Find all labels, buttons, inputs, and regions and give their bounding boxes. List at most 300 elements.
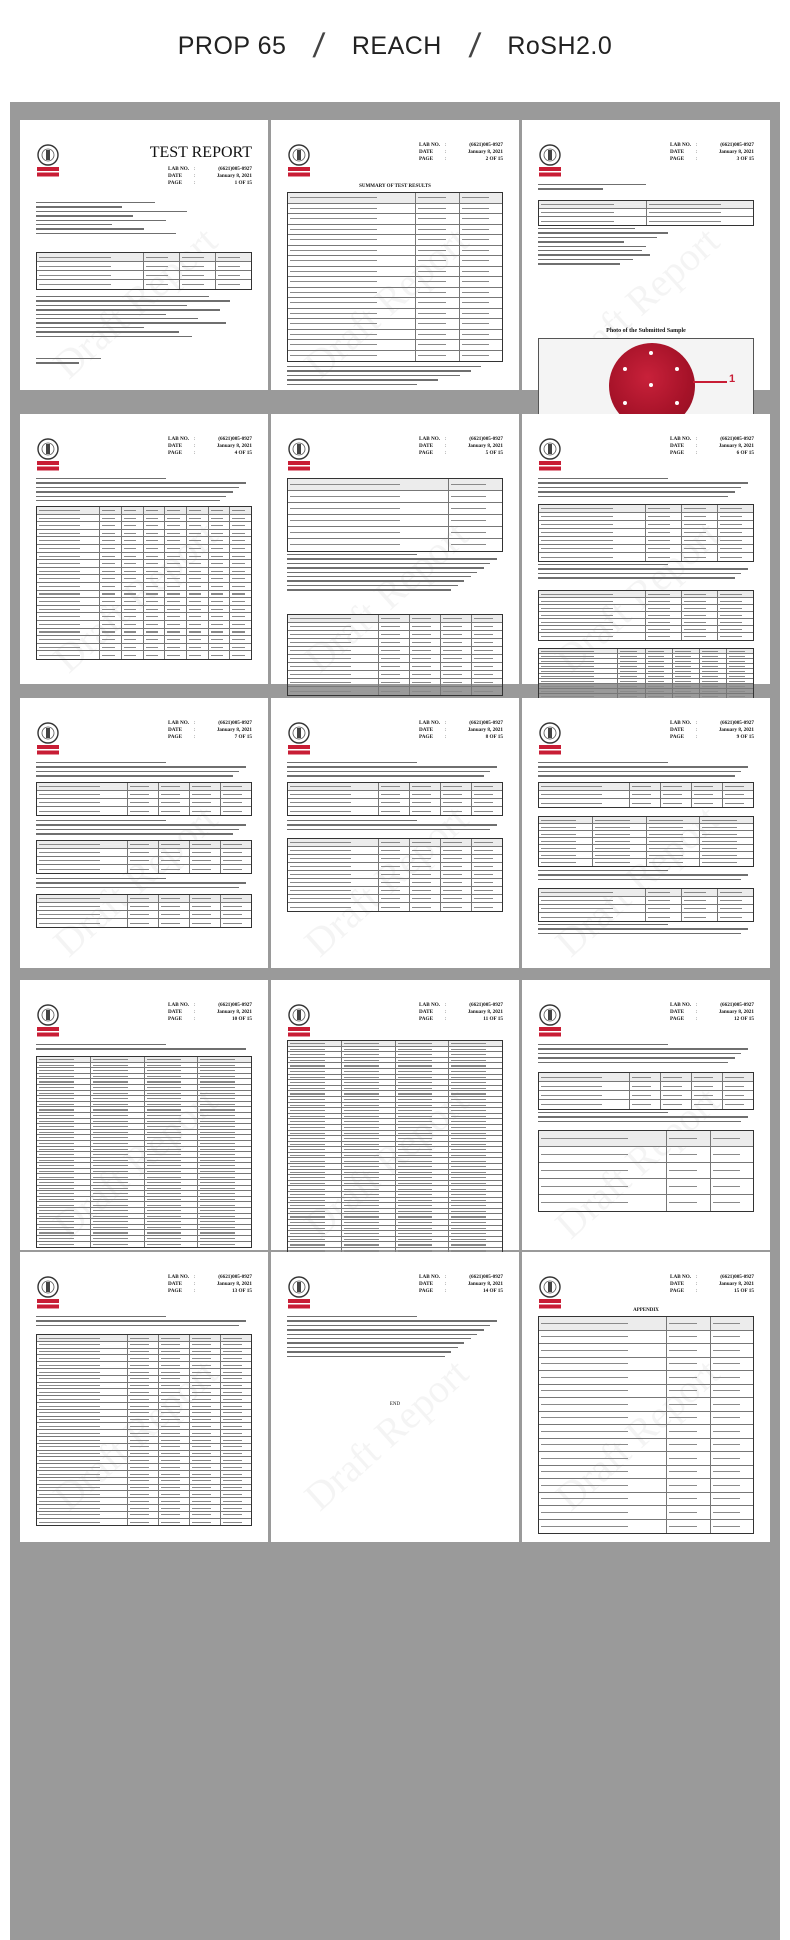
table-row xyxy=(539,513,753,521)
page-label: PAGE xyxy=(670,450,685,456)
table-cell xyxy=(718,897,753,904)
table-cell xyxy=(288,1214,342,1219)
table-cell xyxy=(718,605,753,611)
header-row-date xyxy=(670,1281,754,1288)
table-cell xyxy=(288,503,449,514)
table-cell xyxy=(379,615,410,622)
table-cell xyxy=(646,633,682,640)
table-cell xyxy=(37,1219,91,1224)
table-cell xyxy=(221,1349,251,1355)
table-row xyxy=(288,527,502,539)
table-cell xyxy=(396,1181,450,1186)
table-row xyxy=(539,1398,753,1412)
table-cell xyxy=(472,895,502,902)
table-cell xyxy=(379,687,410,695)
lab-no-value: (6621)005-0927 xyxy=(218,1274,252,1280)
table-cell xyxy=(449,1209,502,1214)
table-cell xyxy=(711,1344,753,1357)
table-cell xyxy=(441,671,472,678)
table-cell xyxy=(198,1225,251,1230)
table-row xyxy=(37,903,251,911)
header-row-date xyxy=(670,149,754,156)
table-cell xyxy=(667,1179,710,1194)
table-cell xyxy=(159,1498,190,1504)
table-cell xyxy=(37,560,100,567)
table-cell xyxy=(190,1417,221,1423)
table-cell xyxy=(198,1152,251,1157)
table-cell xyxy=(416,288,459,298)
table-cell xyxy=(441,663,472,670)
table-cell xyxy=(221,1444,251,1450)
table-cell xyxy=(37,1197,91,1202)
table-cell xyxy=(449,491,502,502)
date-label: DATE xyxy=(670,727,685,733)
table-row xyxy=(37,553,251,561)
table-cell xyxy=(128,1478,159,1484)
table-cell xyxy=(198,1096,251,1101)
table-cell xyxy=(37,1124,91,1129)
table-cell xyxy=(190,865,221,873)
table-cell xyxy=(288,783,379,790)
table-row xyxy=(37,262,251,271)
report-page-9 xyxy=(522,698,770,968)
table-row xyxy=(288,256,502,267)
table-row xyxy=(37,857,251,865)
table-cell xyxy=(342,1175,396,1180)
table-cell xyxy=(379,639,410,646)
table-cell xyxy=(441,847,472,854)
table-cell xyxy=(288,527,449,538)
table-cell xyxy=(396,1114,450,1119)
table-cell xyxy=(618,654,645,658)
colon: : xyxy=(445,1288,447,1294)
table-cell xyxy=(441,679,472,686)
colon: : xyxy=(445,436,447,442)
table-cell xyxy=(145,1242,199,1248)
table-cell xyxy=(342,1080,396,1085)
table-cell xyxy=(190,1383,221,1389)
table-cell xyxy=(342,1097,396,1102)
table-cell xyxy=(37,636,100,643)
table-cell xyxy=(122,522,144,529)
table-cell xyxy=(122,644,144,651)
date-value: January 8, 2021 xyxy=(467,443,503,449)
table-cell xyxy=(342,1075,396,1080)
results-table xyxy=(538,1316,754,1534)
table-cell xyxy=(646,513,682,520)
colon: : xyxy=(696,1009,698,1015)
report-header-fields xyxy=(670,1274,754,1295)
table-cell xyxy=(165,598,187,605)
table-cell xyxy=(209,644,231,651)
table-cell xyxy=(288,1047,342,1052)
table-row xyxy=(539,619,753,626)
table-cell xyxy=(682,598,718,604)
report-header-fields xyxy=(168,166,252,187)
table-cell xyxy=(165,591,187,598)
table-cell xyxy=(718,545,753,552)
table-header-row xyxy=(539,1317,753,1331)
table-cell xyxy=(667,1331,710,1344)
date-label: DATE xyxy=(670,1009,685,1015)
table-cell xyxy=(122,537,144,544)
table-cell xyxy=(159,1471,190,1477)
table-cell xyxy=(145,1202,199,1207)
table-cell xyxy=(342,1114,396,1119)
table-row xyxy=(539,838,753,845)
table-cell xyxy=(539,553,646,561)
lab-no-label: LAB NO. xyxy=(168,1274,190,1280)
table-cell xyxy=(159,799,190,806)
table-cell xyxy=(472,671,502,678)
table-cell xyxy=(410,615,441,622)
report-page-15 xyxy=(522,1252,770,1542)
table-cell xyxy=(144,530,166,537)
lab-no-value: (6621)005-0927 xyxy=(720,142,754,148)
table-cell xyxy=(100,553,122,560)
table-cell xyxy=(221,1335,251,1341)
results-table xyxy=(538,200,754,226)
colon: : xyxy=(194,173,196,179)
table-cell xyxy=(190,1349,221,1355)
results-table xyxy=(287,1040,503,1255)
table-row xyxy=(539,1163,753,1179)
table-cell xyxy=(190,1471,221,1477)
table-cell xyxy=(37,1091,91,1096)
table-cell xyxy=(718,591,753,597)
table-cell xyxy=(667,1163,710,1178)
table-cell xyxy=(221,1410,251,1416)
page-value: 5 OF 15 xyxy=(485,450,503,456)
table-cell xyxy=(159,865,190,873)
table-cell xyxy=(539,817,593,823)
table-cell xyxy=(37,1079,91,1084)
table-cell xyxy=(647,209,754,216)
table-cell xyxy=(646,605,682,611)
table-cell xyxy=(410,639,441,646)
table-cell xyxy=(472,679,502,686)
table-cell xyxy=(539,1479,667,1492)
table-row xyxy=(288,515,502,527)
lab-no-value: (6621)005-0927 xyxy=(720,1274,754,1280)
table-cell xyxy=(159,1362,190,1368)
table-cell xyxy=(288,225,416,235)
table-cell xyxy=(460,193,502,203)
table-cell xyxy=(647,817,701,823)
table-cell xyxy=(145,1158,199,1163)
table-cell xyxy=(91,1119,145,1124)
table-cell xyxy=(128,1349,159,1355)
table-cell xyxy=(37,1191,91,1196)
table-cell xyxy=(416,246,459,256)
table-cell xyxy=(342,1209,396,1214)
report-header-fields xyxy=(168,1002,252,1023)
disc-hole xyxy=(649,383,653,387)
table-cell xyxy=(618,674,645,678)
table-cell xyxy=(646,679,673,683)
header-row-lab-no xyxy=(168,1002,252,1009)
date-label: DATE xyxy=(168,443,183,449)
table-cell xyxy=(449,1147,502,1152)
table-row xyxy=(539,1147,753,1163)
table-cell xyxy=(342,1108,396,1113)
bureau-veritas-logo-icon xyxy=(287,722,311,756)
body-text xyxy=(287,554,503,594)
table-cell xyxy=(221,1417,251,1423)
table-cell xyxy=(159,1376,190,1382)
body-text xyxy=(36,762,252,780)
table-row xyxy=(37,537,251,545)
appendix-title: APPENDIX xyxy=(633,1308,659,1313)
table-row xyxy=(37,1519,251,1526)
table-cell xyxy=(221,1471,251,1477)
table-cell xyxy=(727,684,753,688)
table-cell xyxy=(91,1107,145,1112)
table-cell xyxy=(128,1457,159,1463)
table-cell xyxy=(449,1058,502,1063)
table-cell xyxy=(91,1180,145,1185)
report-header-fields xyxy=(419,720,503,741)
table-cell xyxy=(190,903,221,910)
table-cell xyxy=(144,598,166,605)
table-cell xyxy=(539,1520,667,1534)
table-cell xyxy=(288,1097,342,1102)
table-header-row xyxy=(539,505,753,513)
table-cell xyxy=(646,598,682,604)
table-row xyxy=(37,1464,251,1471)
table-cell xyxy=(288,887,379,894)
table-cell xyxy=(37,629,100,636)
table-cell xyxy=(727,674,753,678)
table-row xyxy=(37,1430,251,1437)
table-cell xyxy=(711,1385,753,1398)
table-row xyxy=(288,225,502,236)
table-cell xyxy=(539,1163,667,1178)
table-cell xyxy=(646,649,673,653)
table-row xyxy=(37,1403,251,1410)
table-cell xyxy=(646,521,682,528)
table-cell xyxy=(209,507,231,514)
table-cell xyxy=(441,895,472,902)
results-table xyxy=(36,840,252,874)
table-cell xyxy=(700,817,753,823)
table-cell xyxy=(379,783,410,790)
table-cell xyxy=(410,679,441,686)
table-cell xyxy=(187,575,209,582)
table-cell xyxy=(472,799,502,806)
table-cell xyxy=(472,655,502,662)
table-cell xyxy=(410,871,441,878)
table-cell xyxy=(539,664,618,668)
report-header-fields xyxy=(419,142,503,163)
table-cell xyxy=(221,1355,251,1361)
table-cell xyxy=(667,1506,710,1519)
table-cell xyxy=(379,895,410,902)
table-cell xyxy=(682,889,718,896)
table-cell xyxy=(198,1219,251,1224)
table-cell xyxy=(460,277,502,287)
table-cell xyxy=(441,687,472,695)
table-cell xyxy=(145,1119,199,1124)
table-cell xyxy=(539,1452,667,1465)
table-cell xyxy=(396,1058,450,1063)
colon: : xyxy=(696,720,698,726)
table-cell xyxy=(37,583,100,590)
table-cell xyxy=(718,905,753,912)
header-row-page xyxy=(419,450,503,457)
table-cell xyxy=(288,879,379,886)
report-title: TEST REPORT xyxy=(149,144,252,161)
table-cell xyxy=(667,1439,710,1452)
table-row xyxy=(37,1355,251,1362)
table-cell xyxy=(449,1131,502,1136)
table-header-row xyxy=(288,839,502,847)
table-cell xyxy=(288,1103,342,1108)
table-row xyxy=(288,623,502,631)
table-cell xyxy=(190,1457,221,1463)
table-cell xyxy=(441,783,472,790)
body-text xyxy=(538,184,754,193)
header-row-lab-no xyxy=(419,142,503,149)
table-cell xyxy=(288,1052,342,1057)
table-row xyxy=(288,319,502,330)
table-cell xyxy=(682,513,718,520)
table-cell xyxy=(449,1063,502,1068)
colon: : xyxy=(445,1009,447,1015)
table-cell xyxy=(198,1158,251,1163)
table-cell xyxy=(288,204,416,214)
table-cell xyxy=(145,1074,199,1079)
table-header-row xyxy=(539,201,753,209)
table-cell xyxy=(128,841,159,848)
table-cell xyxy=(288,847,379,854)
table-cell xyxy=(396,1192,450,1197)
table-cell xyxy=(221,911,251,918)
date-value: January 8, 2021 xyxy=(216,443,252,449)
results-table xyxy=(36,506,252,660)
results-table xyxy=(538,648,754,700)
table-cell xyxy=(122,598,144,605)
table-cell xyxy=(165,644,187,651)
table-cell xyxy=(342,1203,396,1208)
table-cell xyxy=(165,568,187,575)
table-cell xyxy=(539,537,646,544)
report-page-7 xyxy=(20,698,268,968)
table-cell xyxy=(718,521,753,528)
table-cell xyxy=(198,1186,251,1191)
table-cell xyxy=(449,1158,502,1163)
bureau-veritas-logo-icon xyxy=(36,438,60,472)
table-cell xyxy=(288,799,379,806)
table-cell xyxy=(539,913,646,921)
table-row xyxy=(539,1179,753,1195)
table-cell xyxy=(221,1376,251,1382)
table-cell xyxy=(91,1074,145,1079)
table-cell xyxy=(190,1437,221,1443)
table-cell xyxy=(37,553,100,560)
table-cell xyxy=(288,288,416,298)
table-cell xyxy=(145,1096,199,1101)
table-cell xyxy=(396,1231,450,1236)
table-cell xyxy=(221,783,251,790)
table-cell xyxy=(661,1073,692,1081)
table-cell xyxy=(128,1362,159,1368)
colon: : xyxy=(696,1281,698,1287)
table-row xyxy=(288,340,502,351)
table-cell xyxy=(37,783,128,790)
page-value: 8 OF 15 xyxy=(485,734,503,740)
table-cell xyxy=(221,1451,251,1457)
table-cell xyxy=(145,1191,199,1196)
table-row xyxy=(539,1385,753,1399)
colon: : xyxy=(194,450,196,456)
table-row xyxy=(37,644,251,652)
table-cell xyxy=(159,919,190,927)
colon: : xyxy=(194,180,196,186)
table-cell xyxy=(539,783,630,790)
table-cell xyxy=(618,689,645,693)
table-cell xyxy=(661,1091,692,1099)
table-cell xyxy=(667,1452,710,1465)
table-cell xyxy=(342,1069,396,1074)
table-cell xyxy=(288,903,379,911)
table-cell xyxy=(718,537,753,544)
table-cell xyxy=(723,1100,753,1109)
table-row xyxy=(539,1371,753,1385)
table-cell xyxy=(667,1425,710,1438)
table-row xyxy=(37,1369,251,1376)
table-cell xyxy=(230,636,251,643)
date-value: January 8, 2021 xyxy=(467,1009,503,1015)
table-cell xyxy=(288,235,416,245)
lab-no-value: (6621)005-0927 xyxy=(469,1274,503,1280)
table-cell xyxy=(91,1230,145,1235)
table-cell xyxy=(288,1041,342,1046)
table-cell xyxy=(144,253,180,261)
table-cell xyxy=(342,1142,396,1147)
table-cell xyxy=(618,649,645,653)
table-cell xyxy=(673,669,700,673)
table-row xyxy=(288,631,502,639)
table-cell xyxy=(288,491,449,502)
lab-no-label: LAB NO. xyxy=(168,720,190,726)
table-row xyxy=(37,280,251,289)
table-cell xyxy=(288,1220,342,1225)
table-cell xyxy=(198,1141,251,1146)
table-cell xyxy=(539,1358,667,1371)
page-value: 7 OF 15 xyxy=(234,734,252,740)
header-row-page xyxy=(419,156,503,163)
table-cell xyxy=(539,1331,667,1344)
results-table xyxy=(36,1334,252,1526)
table-cell xyxy=(673,654,700,658)
table-cell xyxy=(122,507,144,514)
table-cell xyxy=(145,1068,199,1073)
table-cell xyxy=(198,1197,251,1202)
bureau-veritas-logo-icon xyxy=(287,438,311,472)
table-cell xyxy=(441,655,472,662)
table-cell xyxy=(159,1464,190,1470)
table-cell xyxy=(144,575,166,582)
table-cell xyxy=(288,1058,342,1063)
table-row xyxy=(539,1412,753,1426)
header-item-rosh: RoSH2.0 xyxy=(507,31,613,60)
table-row xyxy=(37,1451,251,1458)
table-cell xyxy=(159,857,190,864)
table-cell xyxy=(128,1342,159,1348)
table-cell xyxy=(288,687,379,695)
report-page-14 xyxy=(271,1252,519,1542)
